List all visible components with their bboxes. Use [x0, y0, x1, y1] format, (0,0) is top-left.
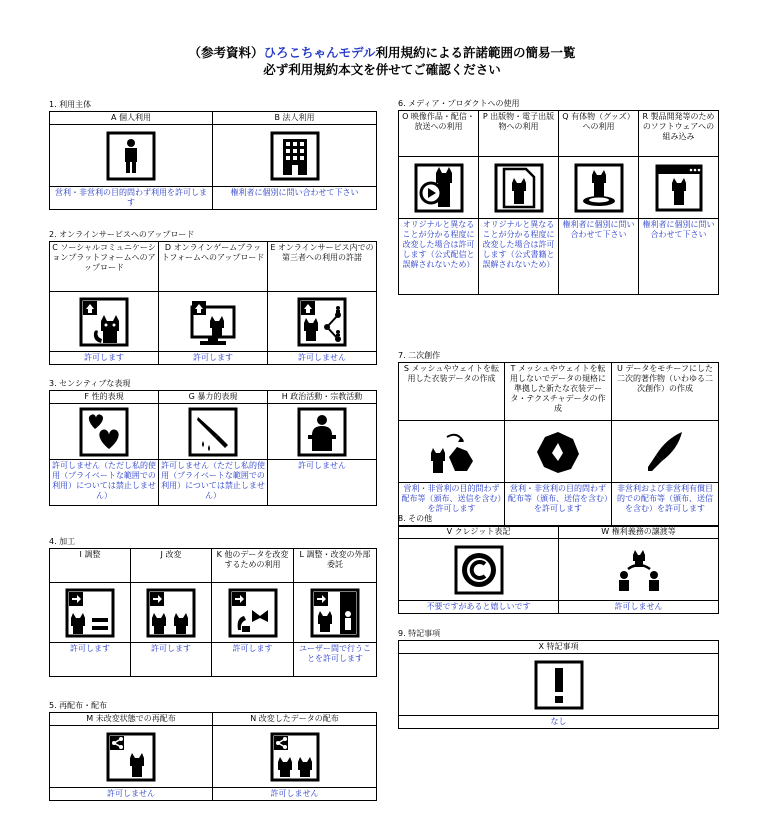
col-answer: 許可します: [50, 643, 131, 677]
col-head: I 調整: [50, 549, 131, 583]
cat-bow-icon: [228, 588, 278, 638]
person-icon: [106, 131, 156, 181]
col-answer: 許可します: [212, 643, 294, 677]
section-title: 8. その他: [398, 514, 433, 523]
section-6: [398, 98, 719, 295]
hearts-icon: [79, 407, 129, 457]
col-head: T メッシュやウェイトを転用しないでデータの規格に準拠した新たな衣装データ・テクスチャデータの作成: [505, 363, 612, 421]
section-title: 6. メディア・プロダクトへの使用: [398, 99, 520, 108]
podium-icon: [297, 407, 347, 457]
col-answer: 許可しません: [268, 352, 377, 365]
section-title: 5. 再配布・配布: [49, 701, 108, 710]
exclamation-icon: [534, 660, 584, 710]
col-answer: 許可しません: [268, 460, 377, 506]
figure-cat-icon: [574, 163, 624, 213]
section-7: [398, 350, 719, 527]
share-cat-icon: [106, 732, 156, 782]
section-5: [49, 700, 377, 801]
col-head: X 特記事項: [399, 641, 719, 654]
cloth-icon: [533, 427, 583, 477]
window-cat-icon: [654, 163, 704, 213]
transfer-icon: [614, 545, 664, 595]
col-head: E オンラインサービス内での第三者への利用の許諾: [268, 242, 377, 292]
outsource-icon: [310, 588, 360, 638]
col-answer: 許可しません: [213, 788, 377, 801]
col-head: R 製品開発等のためのソフトウェアへの組み込み: [639, 111, 719, 157]
col-answer: 許可しません: [559, 601, 719, 614]
page-title: （参考資料）ひろこちゃんモデル利用規約による許諾範囲の簡易一覧: [188, 45, 576, 60]
col-answer: 権利者に個別に問い合わせて下さい: [639, 219, 719, 295]
col-head: F 性的表現: [50, 391, 159, 404]
col-head: H 政治活動・宗教活動: [268, 391, 377, 404]
col-answer: 営利・非営利の目的問わず配布等（頒布、送信を含む）を許可します: [399, 483, 505, 527]
col-answer: 許可します: [50, 352, 159, 365]
col-answer: 許可します: [131, 643, 212, 677]
section-title: 7. 二次創作: [398, 351, 441, 360]
col-head: A 個人利用: [50, 112, 213, 125]
col-answer: なし: [399, 716, 719, 729]
col-answer: 許可しません: [50, 788, 213, 801]
knife-icon: [188, 407, 238, 457]
section-title: 9. 特記事項: [398, 629, 441, 638]
col-head: N 改変したデータの配布: [213, 713, 377, 726]
section-title: 1. 利用主体: [49, 100, 92, 109]
col-head: J 改変: [131, 549, 212, 583]
col-head: G 暴力的表現: [159, 391, 268, 404]
col-answer: 非営利および非営利有償目的での配布等（頒布、送信を含む）を許可します: [612, 483, 719, 527]
col-answer: オリジナルと異なることが分かる程度に改変した場合は許可します（公式配信と誤解されないため）: [399, 219, 479, 295]
building-icon: [270, 131, 320, 181]
section-1: [49, 99, 377, 210]
section-9: [398, 628, 719, 729]
col-answer: 権利者に個別に問い合わせて下さい: [559, 219, 639, 295]
upload-share-icon: [297, 297, 347, 347]
copyright-icon: [454, 545, 504, 595]
col-head: L 調整・改変の外部委託: [294, 549, 377, 583]
cat-cloth-icon: [427, 427, 477, 477]
col-answer: 権利者に個別に問い合わせて下さい: [213, 187, 377, 210]
section-title: 3. センシティブな表現: [49, 379, 131, 388]
col-answer: 不要ですがあると嬉しいです: [399, 601, 559, 614]
col-head: M 未改変状態での再配布: [50, 713, 213, 726]
col-head: K 他のデータを改変するための利用: [212, 549, 294, 583]
col-head: O 映像作品・配信・放送への利用: [399, 111, 479, 157]
section-title: 4. 加工: [49, 537, 76, 546]
col-head: W 権利義務の譲渡等: [559, 526, 719, 539]
section-4: [49, 536, 377, 677]
col-head: Q 有体物（グッズ）への利用: [559, 111, 639, 157]
share-cats-icon: [270, 732, 320, 782]
modify-icon: [146, 588, 196, 638]
col-head: C ソーシャルコミュニケーションプラットフォームへのアップロード: [50, 242, 159, 292]
page-subtitle: 必ず利用規約本文を併せてご確認ください: [263, 62, 501, 77]
col-head: U データをモチーフにした二次的著作物（いわゆる二次創作）の作成: [612, 363, 719, 421]
section-3: [49, 378, 377, 506]
adjust-icon: [65, 588, 115, 638]
col-answer: 許可しません（ただし私的使用（プライベートな範囲での利用）については禁止しません）: [50, 460, 159, 506]
col-answer: 営利・非営利の目的問わず利用を許可します: [50, 187, 213, 210]
col-answer: 許可します: [159, 352, 268, 365]
section-2: [49, 229, 377, 365]
col-answer: ユーザー間で行うことを許可します: [294, 643, 377, 677]
col-answer: オリジナルと異なることが分かる程度に改変した場合は許可します（公式書籍と誤解されないため）: [479, 219, 559, 295]
col-head: S メッシュやウェイトを転用した衣装データの作成: [399, 363, 505, 421]
upload-monitor-icon: [188, 297, 238, 347]
col-answer: 営利・非営利の目的問わず配布等（頒布、送信を含む）を許可します: [505, 483, 612, 527]
video-cat-icon: [414, 163, 464, 213]
col-head: D オンラインゲームプラットフォームへのアップロード: [159, 242, 268, 292]
col-head: B 法人利用: [213, 112, 377, 125]
document-cat-icon: [494, 163, 544, 213]
upload-cat-icon: [79, 297, 129, 347]
col-head: V クレジット表記: [399, 526, 559, 539]
section-title: 2. オンラインサービスへのアップロード: [49, 230, 195, 239]
section-8: [398, 513, 719, 614]
pen-nib-icon: [640, 427, 690, 477]
col-head: P 出版物・電子出版物への利用: [479, 111, 559, 157]
col-answer: 許可しません（ただし私的使用（プライベートな範囲での利用）については禁止しません）: [159, 460, 268, 506]
